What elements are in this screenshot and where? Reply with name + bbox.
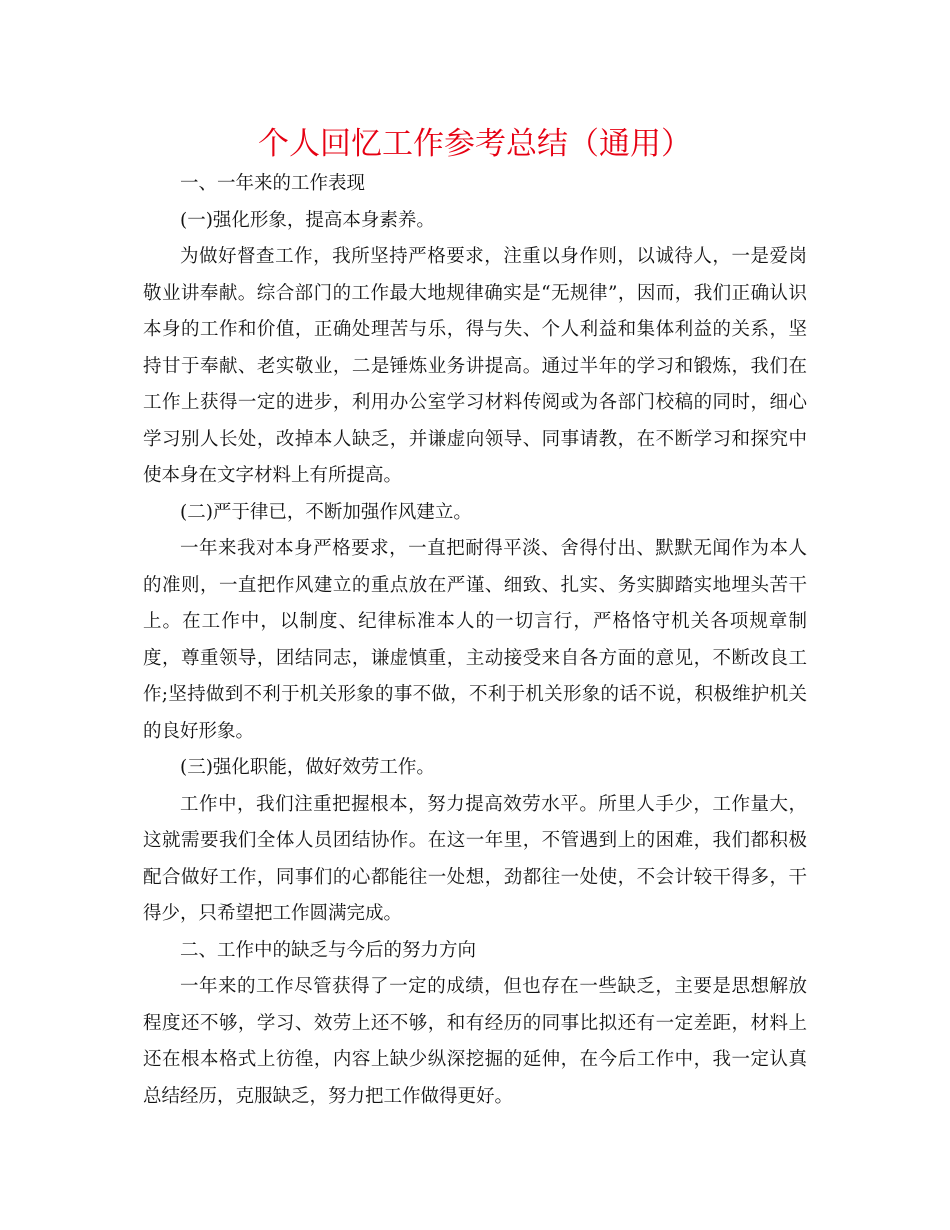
section-heading-2: 二、工作中的缺乏与今后的努力方向: [180, 939, 477, 961]
paragraph: 为做好督查工作，我所坚持严格要求，注重以身作则，以诚待人，一是爱岗敬业讲奉献。综合部门的工作最大地规律确实是“无规律”，因而，我们正确认识本身的工作和价值，正确处理苦与乐，得与失、个人利益和集体利益的关系，坚持甘于奉献、老实敬业，二是锤炼业务讲提高。通过半年的学习和锻炼，我们在工作上获得一定的进步，利用办公室学习材料传阅或为各部门校稿的同时，细心学习别人长处，改掉本人缺乏，并谦虚向领导、同事请教，在不断学习和探究中使本身在文字材料上有所提高。: [143, 246, 807, 486]
subsection-heading-1: (一)强化形象，提高本身素养。: [180, 209, 435, 231]
paragraph: 一年来的工作尽管获得了一定的成绩，但也存在一些缺乏，主要是思想解放程度还不够，学习、效劳上还不够，和有经历的同事比拟还有一定差距，材料上还在根本格式上彷徨，内容上缺少纵深挖掘的延伸，在今后工作中，我一定认真总结经历，克服缺乏，努力把工作做得更好。: [143, 976, 807, 1107]
subsection-heading-3: (三)强化职能，做好效劳工作。: [180, 757, 435, 778]
page-title: 个人回忆工作参考总结（通用）: [258, 126, 692, 162]
document-body: [143, 166, 807, 1115]
paragraph: 一年来我对本身严格要求，一直把耐得平淡、舍得付出、默默无闻作为本人的准则，一直把作风建立的重点放在严谨、细致、扎实、务实脚踏实地埋头苦干上。在工作中，以制度、纪律标准本人的一切言行，严格恪守机关各项规章制度，尊重领导，团结同志，谦虚慎重，主动接受来自各方面的意见，不断改良工作;坚持做到不利于机关形象的事不做，不利于机关形象的话不说，积极维护机关的良好形象。: [143, 538, 807, 742]
section-heading-1: 一、一年来的工作表现: [180, 173, 366, 194]
subsection-heading-2: (二)严于律已，不断加强作风建立。: [180, 501, 472, 523]
paragraph: 工作中，我们注重把握根本，努力提高效劳水平。所里人手少，工作量大，这就需要我们全体人员团结协作。在这一年里，不管遇到上的困难，我们都积极配合做好工作，同事们的心都能往一处想，劲都往一处使，不会计较干得多，干得少，只希望把工作圆满完成。: [143, 793, 807, 924]
